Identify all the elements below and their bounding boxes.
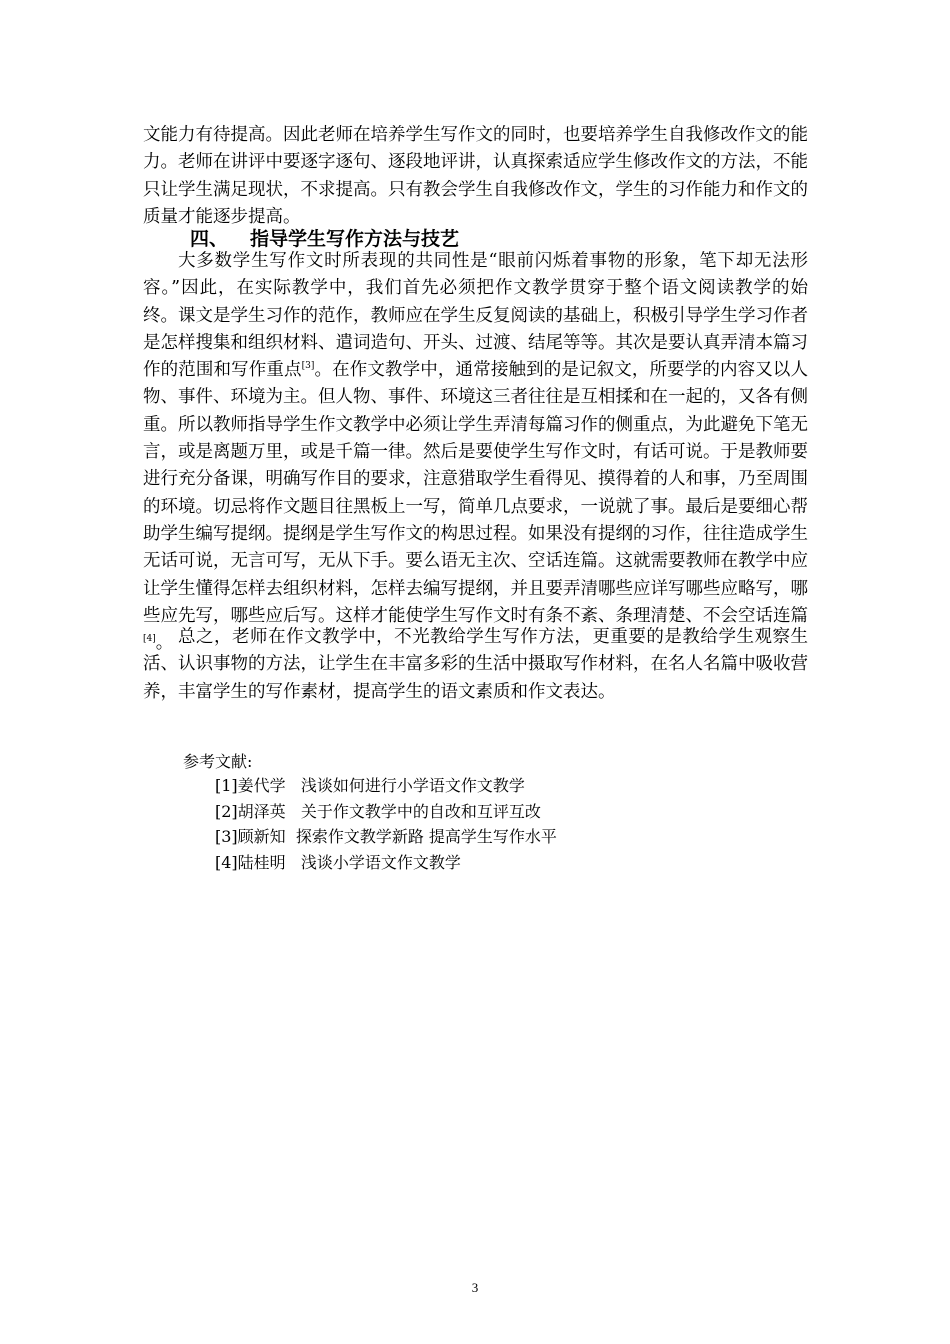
- citation-ref: [3]: [301, 361, 315, 372]
- paragraph-text: 。在作文教学中，通常接触到的是记叙文，所要学的内容又以人物、事件、环境为主。但人物、事件、环境这三者往往是互相揉和在一起的，又各有侧重。所以教师指导学生作文教学中必须让学生弄清每篇习作的侧重点，为此避免下笔无言，或是离题万里，或是千篇一律。然后是要使学生写作文时，有话可说。于是教师要进行充分备课，明确写作目的要求，注意猎取学生看得见、摸得着的人和事，乃至周围的环境。切忌将作文题目往黑板上一写，简单几点要求，一说就了事。最后是要细心帮助学生编写提纲。提纲是学生写作文的构思过程。如果没有提纲的习作，往往造成学生无话可说，无言可写，无从下手。要么语无主次、空话连篇。这就需要教师在教学中应让学生懂得怎样去组织材料，怎样去编写提纲，并且要弄清哪些应详写哪些应略写，哪些应先写，哪些应后写。这样才能使学生写作文时有条不紊、条理清楚、不会空话连篇: [143, 360, 808, 626]
- references-list: [215, 773, 557, 875]
- paragraph-text: 。: [155, 633, 174, 654]
- paragraph-text: 大多数学生写作文时所表现的共同性是“眼前闪烁着事物的形象，笔下却无法形容。”因此，在实际教学中，我们首先必须把作文教学贯穿于整个语文阅读教学的始终。课文是学生习作的范作，教师应在学生反复阅读的基础上，积极引导学生学习作者是怎样搜集和组织材料、遣词造句、开头、过渡、结尾等等。其次是要认真弄清本篇习作的范围和写作重点: [143, 251, 808, 381]
- page-number: 3: [471, 1280, 479, 1295]
- body-paragraph: [143, 248, 808, 657]
- body-paragraph: 文能力有待提高。因此老师在培养学生写作文的同时，也要培养学生自我修改作文的能力。老师在讲评中要逐字逐句、逐段地评讲，认真探索适应学生修改作文的方法，不能只让学生满足现状，不求提高。只有教会学生自我修改作文，学生的习作能力和作文的质量才能逐步提高。: [143, 125, 808, 227]
- reference-item: [1]姜代学 浅谈如何进行小学语文作文教学: [215, 776, 525, 795]
- reference-item: [2]胡泽英 关于作文教学中的自改和互评互改: [215, 801, 541, 821]
- section-title: 指导学生写作方法与技艺: [250, 228, 460, 250]
- section-number: 四、: [190, 228, 229, 250]
- reference-item: [3]顾新知 探索作文教学新路 提高学生写作水平: [215, 827, 557, 846]
- references-title: 参考文献:: [183, 752, 253, 771]
- citation-ref: [4]: [143, 634, 156, 645]
- body-paragraph: 总之，老师在作文教学中，不光教给学生写作方法，更重要的是教给学生观察生活、认识事物的方法，让学生在丰富多彩的生活中摄取写作材料，在名人名篇中吸收营养，丰富学生的写作素材，提高学生的语文素质和作文表达。: [143, 627, 808, 702]
- section-heading: [190, 224, 459, 251]
- reference-item: [4]陆桂明 浅谈小学语文作文教学: [215, 852, 461, 872]
